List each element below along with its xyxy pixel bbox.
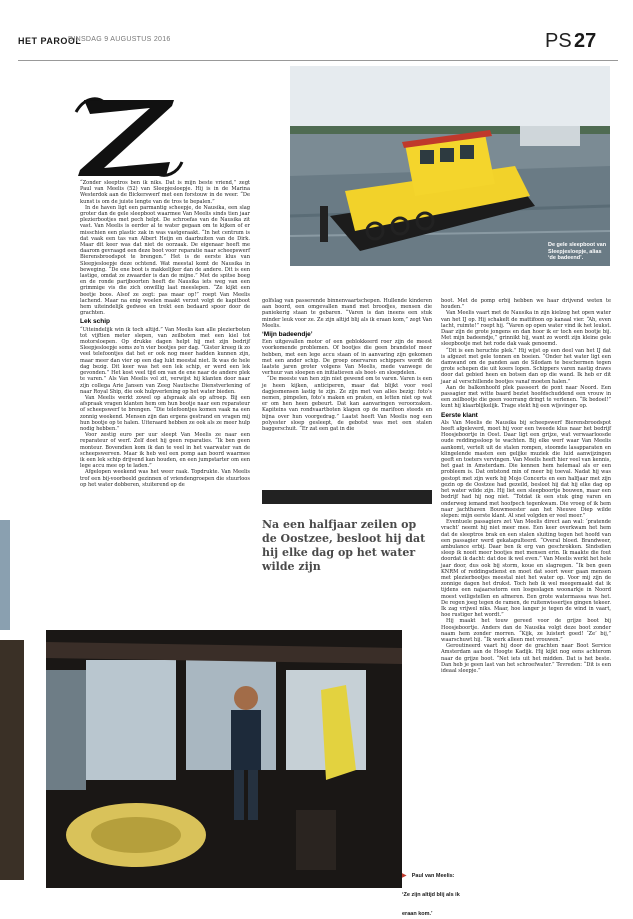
- bottom-photo-caption: Paul van Meelis: ‘Ze zijn altijd blij als ik eraan kom.’: [402, 873, 460, 917]
- paragraph: In de haven ligt een parmantig scheepje, de Nausika, een slag groter dan de gele sleepboot waarmee Van Meelis sinds tien jaar plezierbootjes met pech helpt. De schroefas van de Nausika zit vast. Van Meelis is eerder al te water gegaan om te kijken of er misschien een plastic zak in was vastgeraakt. “In het centrum is dat vaak een tas van Albert Heijn en daarbuiten van de Dirk. Maar dit keer was dat niet de oorzaak. De eigenaar heeft me daarom gevraagd een deze boot voor reparatie naar scheepswerf Bierensbroodspot te brengen.” Het is de eerste klus van Sleepjesloepje deze ochtend. Wat meestal komt de Nausika in beweging. “De ene boot is makkelijker dan de andere. Dit is een lastige, omdat ze zwaarder is dan de mijne.” Met de spitse boeg en de ronde parijboorten heeft de Nausika iets weg van een grimmige vis die zich onwillig laat meeslepen. “Ze kijkt een beetje boos. Alsof ze zegt: pas maar op!” roept Van Meelis lachend. Maar na enig woelen maakt verzet volgt de kapitboot hem uiteindelijk gedwee en trekt een bedaard spoor door de grachten.: [80, 204, 250, 317]
- paragraph: “De meeste van hen zijn niet gewend om te varen. Varen is een je heen kijken, anticiperen, maar dat blijkt voor veel dagjesmensen lastig te zijn. Ze zijn met van alles bezig: foto’s nemen, pimpelen, foto’s maken en praten, en letten niet op wat er om hen heen gebeurt. Dat kan aanvaringen veroorzaken. Kapiteins van rondvaartboten klagen op de marifoon steeds en bijna over hun voorgedrag.” Laatst heeft Van Meelis nog een polyester sloep gesleept, de gebotst was met een stalen baggerschuit. “Er zat een gat in die: [262, 376, 432, 433]
- paragraph: “Dit is een heruchte plek.” Hij wijst op een deel van het IJ dat is afgezet met gele tonnen en boeien. “Onder het water ligt een damwand om de panden aan de Silodam te beschermen tegen grote schepen die uit koers lopen. Schippers varen nastig draws door dat gebied heen en botsen dan op die wand. Ik heb er dit jaar al verschillende bootjes vanaf moeten halen.”: [441, 347, 611, 385]
- paragraph: Geroutineerd vaart hij door de grachten naar Boot Service Amsterdam aan de Hoogte Kadijk. Hij kijkt nog eens achterom naar de grijze boot. “Net iets uit het midden. Dat is het beste. Dan heb je geen last van het schroefwater.” Tevreden: “Dit is een ideaal sleepje.”: [441, 643, 611, 674]
- bottom-caption-box: [402, 862, 462, 919]
- paragraph: “Uiteindelijk win ik toch altijd.” Van Meelis kan alle plezierboten tot vijftien meter slepen, van zeilboten met een kiel tot motorsloepen. Op drukke dagen helpt hij met zijn bedrijf Sleepjesloepje soms zo’n vier bootjes per dag. “Gister kreeg ik zo veel telefoontjes dat het er ook nog meer hadden kunnen zijn, maar meer dan vier op een dag lukt meestal niet. Ik was de hele dag bezig. Dit keer was het een lek schip, er werd een lek gevonden.” Het kost veel tijd om van de ene naar de andere plek te varen.” Als Van Meelis vol zit, verwijst hij klanten door naar zijn collega Arie Jansen van Zeeg Nautische Dienstverlening of naar Royal Ship, die ook hulpverlening op het water bieden.: [80, 326, 250, 395]
- captain-photo: [46, 630, 402, 888]
- paragraph: boot. Met de pomp erbij hebben we haar drijvend weten te houden.”: [441, 298, 611, 311]
- section-label: PS: [545, 30, 572, 52]
- left-edge-photo-top: [0, 520, 10, 630]
- paragraph: Als Van Meelis de Nausika bij scheepswerf Bierensbroodspot heeft afgeleverd, moet hij voor een tweede klus naar het bedrijf Hoosjeboortje in Oost. Daar ligt een grijze, wat verwaarloosde oude reddingssloep te wachten. Bij elke werf waar Van Meelis aankomt, vertelt uit de stalen rompen, stoomde lasapparaten en klingelende masten een gelijke muziek die luid aanwijzingen geeft en toeters vervingen. Van Meelis heeft hier veel van kennis, het gaat in Amsterdam. Die kennen hem helemaal als er een probleem is. Dat ontstond min of meer bij toeval. Nadat hij was gestopt met zijn werk bij Mojo Concerts en een halfjaar met zijn gezin op de Oostzee had gezeild, besloot hij dat hij elke dag op het water wilde zijn. Hij liet een sleepboortje bouwen, maar een bedrijf had hij nog niet. “Totdat ik een stuk ging varen en onderweg iemand met hoofpech tegenkwam. Die vroeg of ik hem naar jachthaven Bouwmeester aan het Nieuwe Diep wilde slepen: mijn eerste klant. Al snel volgden er veel meer.”: [441, 419, 611, 519]
- paragraph: Van Meelis werkt zowel op afspraak als op afroep. Bij een afspraak vragen klanten hem om hun bootje naar een reparateur of scheepswerf te brengen. “Die telefoontjes komen vaak na een zonnig weekend. Mensen zijn dan ergens gestrand en vragen mij hun bootje op te halen. Uiteraard hebben ze ook als ze meer hulp nodig hebben.”: [80, 394, 250, 432]
- paragraph: “Zonder sleeptros ben ik niks. Dat is mijn beste vriend,” zegt Paul van Meelis (52) van Sleepjesloepje. Hij is in de Marina Westerdok aan de Bickerswerf met een forstouw in de weer. “De kunst is om de juiste lengte van de tros te bepalen.”: [80, 180, 250, 205]
- article-column-3: [441, 298, 611, 674]
- subheading-lek-schip: Lek schip: [80, 318, 110, 326]
- dropcap-z-graphic: [74, 92, 184, 180]
- arrow-right-icon: ▶: [402, 872, 407, 879]
- paragraph: golfslag van passerende binnenvaartschepen. Hullende kinderen aan boord, een omgevallen mand met broodjes, mensen die paniekerig staan te gebaren. “Varen is dan ineens een stuk minder leuk voor ze. Ze zijn altijd blij als ik eraan kom,” zegt Van Meelis.: [262, 298, 432, 329]
- newspaper-brand: HET PAROOL: [18, 36, 82, 46]
- left-edge-photo-bottom: [0, 640, 24, 880]
- paragraph: Afgelopen weekend was het weer raak. Topdrukte. Van Meelis trof een bij-voorbeeld gezinnen of vriendengroepen die stuurloos op het water dobberen, stuiterend op de: [80, 469, 250, 488]
- issue-date: DINSDAG 9 AUGUSTUS 2016: [68, 36, 171, 43]
- article-column-1: [80, 180, 250, 488]
- subheading-badeendje: ‘Mijn badeendje’: [262, 331, 313, 339]
- paragraph: Aan de balkonhoofd plek passeert de pont naar Noord. Een passagier met witte baard beziet hoofdschuddend een vrouw in een zeilbootje die geen voorrang dringt te verlenen. “Ik bedoel!” kunt hij klaarblijkelijk. Trage stekt hij een wijsvinger op.: [441, 384, 611, 410]
- pullquote-bar: [262, 490, 432, 504]
- paragraph: Voor zestig euro per uur sleept Van Meelis ze naar een reparateur of werf. Zelf doet hij geen reparaties. “Ik ben geen monteur. Bovendien kom ik dan te veel in het vaarwater van de scheepswerven. Maar ik heb wel een pomp aan boord waarmee ik een lek schip drijvend kan houden, en een jumpstarter om een lege accu mee op te laden.”: [80, 432, 250, 470]
- masthead: [18, 30, 618, 56]
- top-photo-caption: De gele sleepboot van Sleepjesloepje, alias ‘de badeend’.: [548, 242, 607, 261]
- tugboat-photo: [290, 66, 610, 266]
- pullquote: Na een halfjaar zeilen op de Oostzee, besloot hij dat hij elke dag op het water wilde zijn: [262, 518, 426, 573]
- paragraph: Eventuele passagiers zet Van Meelis direct aan wal: ‘pratende vracht’ neemt hij niet meer mee. Een keer overkwam het hem dat de sleeptros brak en een stalen sluiting tegen het hoofd van een passagier werd gekatapulteerd. “Overal bloed. Brandweer, ambulance erbij. Daar ben ik erg van geschrokken. Sindsdien sleep ik nooit meer bootjes met mensen erin. Ik maakte die fout doordat ik dacht: dat doe ik wel even.” Van Meelis werkt het hele jaar door, dus ook bij storm, koue en slagregen. “Ik ben geen KNRM of reddingsdienst en moet dat soort weer gaan mensen met plezierbootjes meestal niet het water op. Voor mij zijn de zonnige dagen het drukst. Toch heb ik wel meegemaakt dat ik tijdens een najaarsstorm een losgeslagen woonarkje in Noord moest veiligstellen en afmeren. Een grote watermassa was het. De regen joeg tegen de ramen, de ruitenwissertjes gingen tekeer. Ik zag vrijwel niks. Maar, hoe langer je tegen de wind in vaart, hoe rustiger het wordt.”: [441, 519, 611, 619]
- paragraph: Een uitgevallen motor of een geblokkeerd roer zijn de meest voorkomende problemen. Of bootjes die geen brandstof meer hebben, met een lege accu staan of in aanvaring zijn gekomen met een ander schip. De groep onervaren schippers wordt de laatste jaren groter volgens Van Meelis, mede vanwege de verhuur van sloepen en initiatieven als boot- en sloepdelen.: [262, 339, 432, 377]
- article-column-2: [262, 298, 432, 432]
- page-number: 27: [574, 30, 597, 52]
- masthead-divider: [18, 60, 618, 61]
- subheading-eerste-klant: Eerste klant: [441, 411, 478, 419]
- paragraph: Van Meelis vaart met de Nausika in zijn kielzog het open water van het IJ op. Hij schakelt de mattifoon op kanaal vier. “Ah, even lacht, ruimte!” roept hij. “Varen op open water vind ik het leukst. Daar zijn de grote jongens en dan hoor ik er toch een bootje bij. Met mijn badeendje,” grinnikt hij, want zo wordt zijn kleine gele sleepbootje met het rode dak vaak genoemd.: [441, 310, 611, 348]
- dropcap-letter: [74, 92, 184, 180]
- paragraph: Hij maakt het touw gereed voor de grijze boot bij Hoosjeboortje. Anders dan de Nausika volgt deze boot zonder naam hem zonder morren. “Kijk, ze luistert goed! ‘Ze’ bij,” waarschuwt hij. “Ik werk alleen met vrouwen.”: [441, 618, 611, 643]
